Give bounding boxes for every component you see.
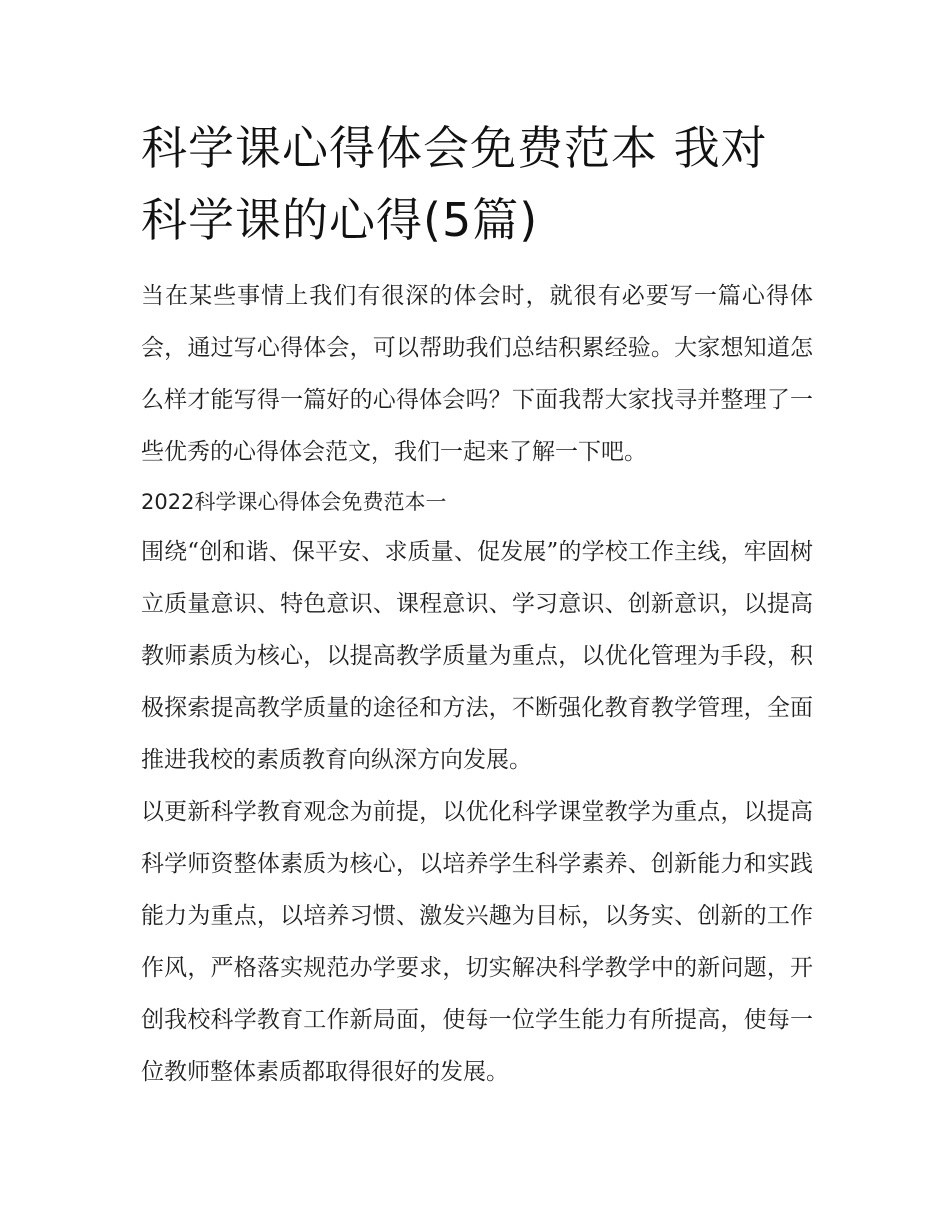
body-paragraph-2: 以更新科学教育观念为前提，以优化科学课堂教学为重点，以提高科学师资整体素质为核心，以培养学生科学素养、创新能力和实践能力为重点，以培养习惯、激发兴趣为目标，以务实、创新的工作作风，严格落实规范办学要求，切实解决科学教学中的新问题，开创我校科学教育工作新局面，使每一位学生能力有所提高，使每一位教师整体素质都取得很好的发展。 xyxy=(141,799,813,1085)
section-heading: 2022科学课心得体会免费范本一 xyxy=(141,490,447,514)
document-title: 科学课心得体会免费范本 我对科学课的心得(5篇) xyxy=(141,121,768,247)
intro-paragraph: 当在某些事情上我们有很深的体会时，就很有必要写一篇心得体会，通过写心得体会，可以帮助我们总结积累经验。大家想知道怎么样才能写得一篇好的心得体会吗？下面我帮大家找寻并整理了一些优秀的心得体会范文，我们一起来了解一下吧。 xyxy=(141,283,813,465)
body-paragraph-1: 围绕“创和谐、保平安、求质量、促发展”的学校工作主线，牢固树立质量意识、特色意识、课程意识、学习意识、创新意识，以提高教师素质为核心，以提高教学质量为重点，以优化管理为手段，积极探索提高教学质量的途径和方法，不断强化教育教学管理，全面推进我校的素质教育向纵深方向发展。 xyxy=(141,539,813,773)
document-body xyxy=(141,112,813,1098)
